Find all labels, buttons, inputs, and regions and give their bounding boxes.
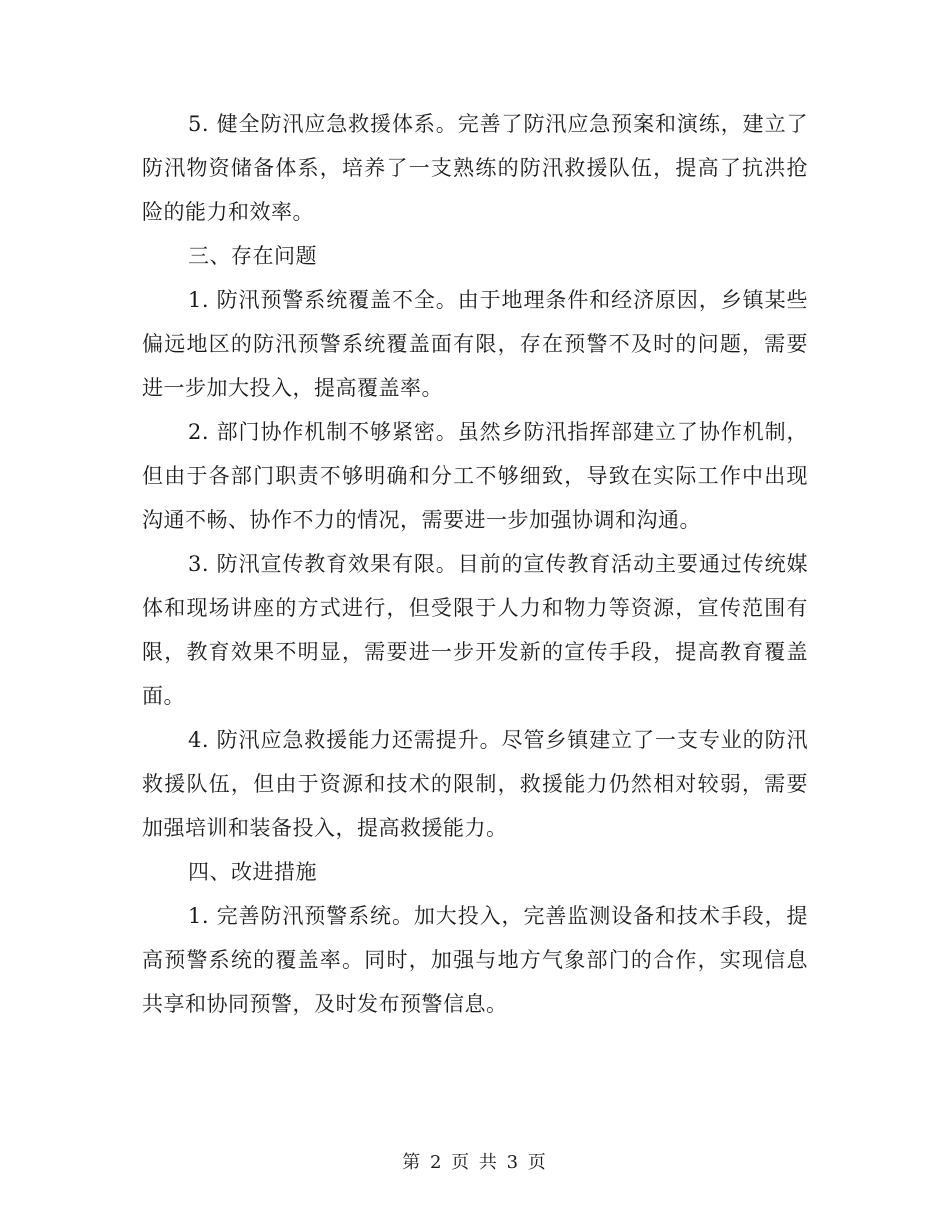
paragraph-rescue-capability: 4. 防汛应急救援能力还需提升。尽管乡镇建立了一支专业的防汛救援队伍，但由于资源和技术的限制，救援能力仍然相对较弱，需要加强培训和装备投入，提高救援能力。 bbox=[142, 728, 808, 840]
paragraph-publicity-education: 3. 防汛宣传教育效果有限。目前的宣传教育活动主要通过传统媒体和现场讲座的方式进行，但受限于人力和物力等资源，宣传范围有限，教育效果不明显，需要进一步开发新的宣传手段，提高教育覆盖面。 bbox=[142, 552, 808, 708]
section-heading-improvement-measures: 四、改进措施 bbox=[188, 860, 317, 884]
page-number-footer: 第 2 页 共 3 页 bbox=[402, 1152, 548, 1173]
paragraph-improve-warning-system: 1. 完善防汛预警系统。加大投入，完善监测设备和技术手段，提高预警系统的覆盖率。同时，加强与地方气象部门的合作，实现信息共享和协同预警，及时发布预警信息。 bbox=[142, 904, 808, 1016]
paragraph-warning-coverage: 1. 防汛预警系统覆盖不全。由于地理条件和经济原因，乡镇某些偏远地区的防汛预警系统覆盖面有限，存在预警不及时的问题，需要进一步加大投入，提高覆盖率。 bbox=[142, 288, 808, 400]
document-body bbox=[142, 102, 808, 1026]
paragraph-department-coordination: 2. 部门协作机制不够紧密。虽然乡防汛指挥部建立了协作机制，但由于各部门职责不够明确和分工不够细致，导致在实际工作中出现沟通不畅、协作不力的情况，需要进一步加强协调和沟通。 bbox=[142, 420, 808, 532]
paragraph-emergency-rescue-system: 5. 健全防汛应急救援体系。完善了防汛应急预案和演练，建立了防汛物资储备体系，培养了一支熟练的防汛救援队伍，提高了抗洪抢险的能力和效率。 bbox=[142, 112, 808, 224]
section-heading-existing-problems: 三、存在问题 bbox=[188, 244, 317, 268]
